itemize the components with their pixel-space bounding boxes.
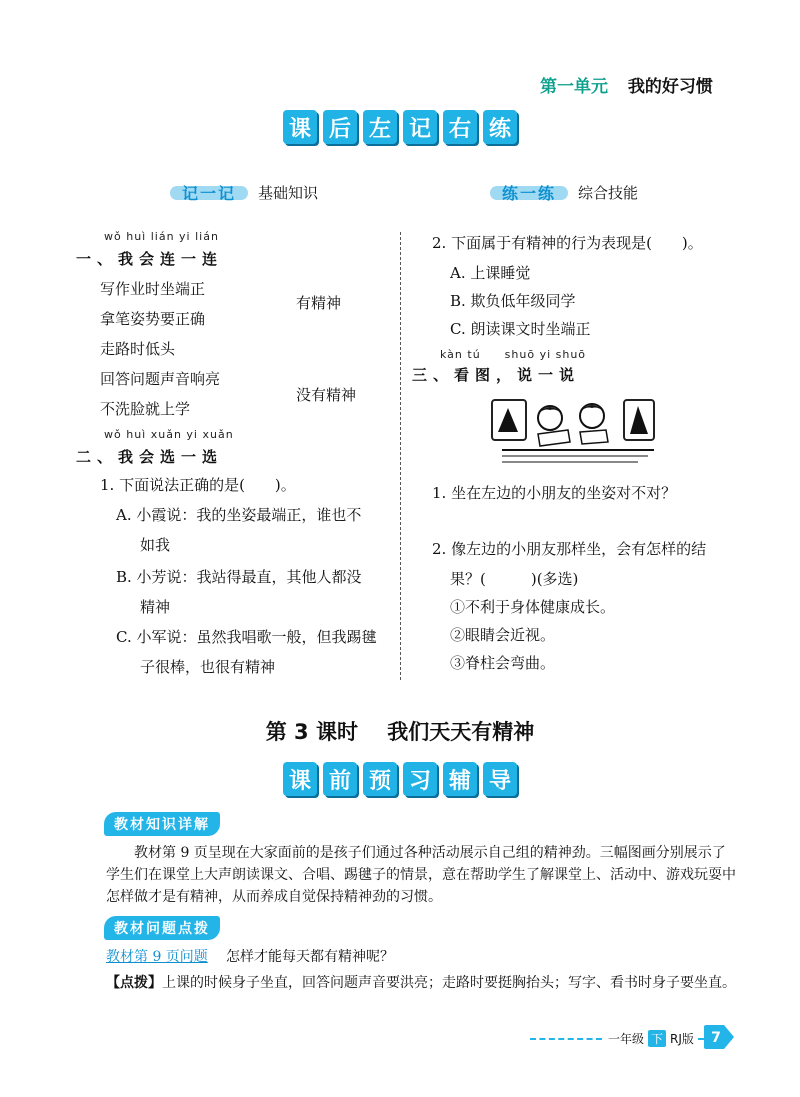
option-a: A. 小霞说：我的坐姿最端正，谁也不 <box>116 506 362 524</box>
tip-paragraph <box>106 970 736 996</box>
section1-pinyin: wǒ huì lián yi lián <box>104 230 219 243</box>
right-pill <box>490 178 568 206</box>
match-target: 有精神 <box>296 294 342 312</box>
left-pill-text: 记一记 <box>182 183 237 203</box>
right-column-label <box>490 178 638 206</box>
footer-dash <box>530 1038 602 1040</box>
option-a-cont: 如我 <box>140 536 171 554</box>
section2-heading: 二、我会选一选 <box>76 448 224 466</box>
footer-grade: 一年级 <box>608 1032 645 1046</box>
unit-header <box>540 72 713 97</box>
choice-item: ①不利于身体健康成长。 <box>450 598 616 616</box>
q2-option-c: C. 朗读课文时坐端正 <box>450 320 591 338</box>
match-item: 回答问题声音响亮 <box>100 370 221 388</box>
banner-tile: 练 <box>483 110 517 144</box>
banner-tile: 习 <box>403 762 437 796</box>
banner-tile: 辅 <box>443 762 477 796</box>
textbook-question-text: 怎样才能每天都有精神呢？ <box>226 949 394 965</box>
students-reading-illustration <box>488 394 658 466</box>
q2-option-a: A. 上课睡觉 <box>450 264 531 282</box>
banner-tile: 课 <box>283 762 317 796</box>
match-target: 没有精神 <box>296 386 357 404</box>
section3-question-2: 2. 像左边的小朋友那样坐，会有怎样的结 <box>432 540 707 558</box>
banner-tile: 课 <box>283 110 317 144</box>
option-c-cont: 子很棒，也很有精神 <box>140 658 276 676</box>
banner-after-class <box>283 110 517 144</box>
section1-heading: 一、我会连一连 <box>76 250 224 268</box>
textbook-question-link[interactable]: 教材第 9 页问题 <box>106 949 208 965</box>
page-number-badge <box>702 1023 736 1051</box>
section2-pinyin: wǒ huì xuǎn yi xuǎn <box>104 428 234 441</box>
question-2: 2. 下面属于有精神的行为表现是( )。 <box>432 234 703 252</box>
footer-volume: 下 <box>648 1030 666 1047</box>
left-pill <box>170 178 248 206</box>
left-column-label <box>170 178 318 206</box>
section3-pinyin: kàn tú shuō yi shuō <box>440 348 587 361</box>
match-item: 走路时低头 <box>100 340 176 358</box>
tip-body: 上课的时候身子坐直，回答问题声音要洪亮；走路时要挺胸抬头；写字、看书时身子要坐直。 <box>162 975 736 991</box>
option-b: B. 小芳说：我站得最直，其他人都没 <box>116 568 362 586</box>
banner-tile: 后 <box>323 110 357 144</box>
lesson-title <box>0 716 800 746</box>
banner-tile: 前 <box>323 762 357 796</box>
right-pill-text: 练一练 <box>502 183 557 203</box>
option-b-cont: 精神 <box>140 598 171 616</box>
option-c: C. 小军说：虽然我唱歌一般，但我踢毽 <box>116 628 377 646</box>
unit-theme: 我的好习惯 <box>627 77 713 97</box>
tip-label: 【点拨】 <box>106 975 162 991</box>
unit-label: 第一单元 <box>540 77 608 97</box>
footer-edition: RJ版 <box>670 1032 694 1046</box>
section3-question-2-cont: 果？( )(多选) <box>450 570 579 588</box>
match-item: 不洗脸就上学 <box>100 400 191 418</box>
q2-option-b: B. 欺负低年级同学 <box>450 292 576 310</box>
page-number: 7 <box>711 1030 721 1046</box>
banner-tile: 左 <box>363 110 397 144</box>
banner-tile: 导 <box>483 762 517 796</box>
choice-item: ②眼睛会近视。 <box>450 626 556 644</box>
left-label-text: 基础知识 <box>258 183 319 202</box>
banner-tile: 右 <box>443 110 477 144</box>
lesson-name: 我们天天有精神 <box>387 720 535 744</box>
choice-item: ③脊柱会弯曲。 <box>450 654 556 672</box>
banner-tile: 记 <box>403 110 437 144</box>
question-1: 1. 下面说法正确的是( )。 <box>100 476 296 494</box>
right-label-text: 综合技能 <box>578 183 639 202</box>
match-item: 拿笔姿势要正确 <box>100 310 206 328</box>
lesson-number: 第 3 课时 <box>265 720 358 744</box>
match-item: 写作业时坐端正 <box>100 280 206 298</box>
section3-heading: 三、看图，说一说 <box>412 366 581 384</box>
banner-before-class <box>283 762 517 796</box>
banner-tile: 预 <box>363 762 397 796</box>
section3-question-1: 1. 坐在左边的小朋友的坐姿对不对？ <box>432 484 677 502</box>
body-paragraph: 教材第 9 页呈现在大家面前的是孩子们通过各种活动展示自己组的精神劲。三幅图画分别展示了学生们在课堂上大声朗读课文、合唱、踢毽子的情景，意在帮助学生了解课堂上、活动中、游戏玩耍中怎样做才是有精神，从而养成自觉保持精神劲的习惯。 <box>106 845 736 905</box>
ribbon-textbook-knowledge: 教材知识详解 <box>104 812 220 836</box>
column-divider <box>400 232 401 680</box>
ribbon-textbook-question: 教材问题点拨 <box>104 916 220 940</box>
